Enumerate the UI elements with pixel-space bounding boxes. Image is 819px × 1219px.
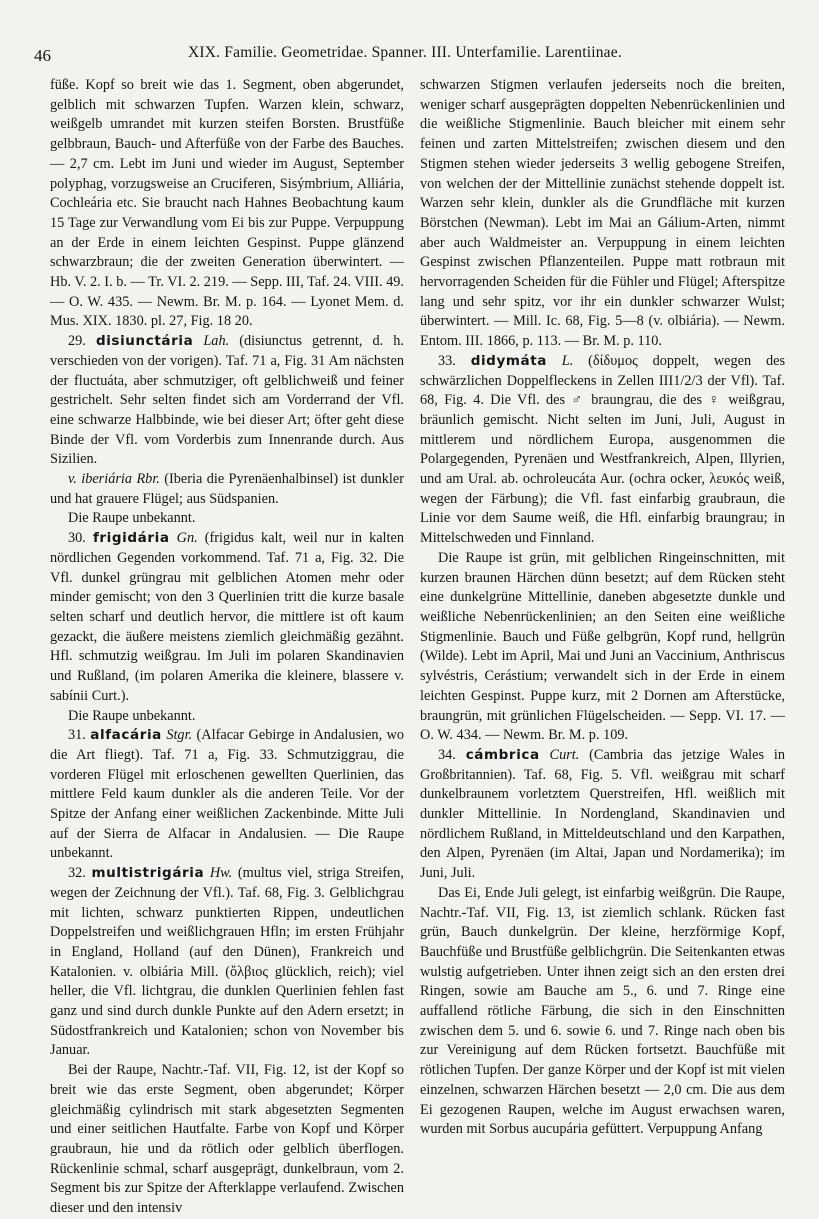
left-column — [50, 76, 404, 1219]
paragraph — [420, 76, 785, 352]
paragraph-text: Bei der Raupe, Nachtr.-Taf. VII, Fig. 12, ist der Kopf so breit wie das erste Segment, oben abgerundet; Körper gleichmäßig cylindrisch mit stark abgesetzten Segmenten und einer seitlichen Hautfalte. Farbe von Kopf und Körper graubraun, hie und da rötlich oder gelblich überflogen. Rückenlinie schmal, scharf ausgeprägt, dunkelbraun, vom 2. Segment bis zur Spitze der Afterklappe verlaufend. Zwischen dieser und den intensiv — [50, 1062, 404, 1217]
author-abbrev: Rbr. — [136, 471, 160, 488]
author-abbrev: Stgr. — [166, 727, 193, 744]
paragraph — [50, 509, 404, 529]
species-name: didymáta — [470, 352, 547, 369]
author-abbrev: Curt. — [549, 746, 580, 763]
paragraph — [420, 746, 785, 884]
paragraph — [50, 529, 404, 706]
species-name: frigidária — [92, 530, 170, 547]
paragraph-text: schwarzen Stigmen verlaufen jederseits noch die breiten, weniger scharf ausgeprägten doppelten Nebenrückenlinien und die weißliche Stigmenlinie. Bauch bleicher mit einem sehr feinen und zarten Mittelstreifen; zwischen diesem und den Stigmen stehen wieder jederseits 3 wellig gebogene Streifen, von welchen der der Mittellinie zunächst stehende doppelt ist. Warzen sehr klein, dunkler als die Grundfläche mit kurzen Börstchen (Newman). Lebt im Mai an Gálium-Arten, nimmt aber auch Waldmeister an. Verpuppung in einem leichten Gespinst zwischen Pflanzenteilen. Puppe matt rotbraun mit hervorragenden Scheiden für die Fühler und Flügel; Afterspitze lang und sehr spitz, vor ihr ein dunkler schwarzer Wulst; überwintert. — Mill. Ic. 68, Fig. 5—8 (v. olbiária). — Newm. Entom. III. 1866, p. 113. — Br. M. p. 110. — [420, 77, 785, 350]
species-name: disiunctária — [95, 333, 194, 350]
species-number: 31. — [68, 727, 91, 744]
running-head: XIX. Familie. Geometridae. Spanner. III. Unterfamilie. Larentiinae. — [188, 44, 622, 61]
author-abbrev: L. — [561, 352, 574, 369]
page-number: 46 — [34, 46, 51, 65]
entry-text: (frigidus kalt, weil nur in kalten nördlichen Gegenden vorkommend. Taf. 71 a, Fig. 32. Die Vfl. dunkel grüngrau mit gelblichen Atomen mehr oder minder gemischt; von den 3 Querlinien tritt die kurze basale selten scharf und deutlich hervor, die mittlere ist oft kaum gezackt, die äußere meistens ziemlich gleichmäßig gezähnt. Hfl. schmutzig weißgrau. Im Juli im polaren Skandinavien und Rußland, (im polaren Amerika die kleinere, blassere v. sabínii Curt.). — [50, 530, 404, 704]
paragraph — [50, 864, 404, 1061]
species-number: 34. — [438, 746, 466, 763]
paragraph — [50, 726, 404, 864]
paragraph — [420, 352, 785, 549]
paragraph — [420, 884, 785, 1140]
right-column — [420, 76, 785, 1140]
species-name: multistrigária — [91, 865, 205, 882]
paragraph-text: Die Raupe ist grün, mit gelblichen Ringeinschnitten, mit kurzen braunen Härchen dünn besetzt; auf dem Rücken steht eine dunkelgrüne Mittellinie, daneben abgesetzte dunkle und weißliche Nebenrückenlinien; an den Seiten eine weißliche Stigmenlinie. Bauch und Füße gelbgrün, Kopf rund, hellgrün (Wilde). Lebt im April, Mai und Juni an Vaccinium, Anthriscus sylvéstris, Cerástium; verwandelt sich in der Erde in einem leichten Gespinst. Puppe kurz, mit 2 Dornen am Afterstücke, braungrün, mit grünlichen Flügelscheiden. — Sepp. VI. 17. — O. W. 434. — Newm. Br. M. p. 109. — [420, 549, 785, 744]
species-number: 32. — [68, 865, 92, 882]
paragraph — [50, 707, 404, 727]
paragraph — [50, 76, 404, 332]
paragraph — [50, 470, 404, 509]
author-abbrev: Gn. — [176, 530, 198, 547]
species-name: cámbrica — [465, 746, 540, 763]
paragraph-text: Das Ei, Ende Juli gelegt, ist einfarbig weißgrün. Die Raupe, Nachtr.-Taf. VII, Fig. 13, ist ziemlich schlank. Rücken fast grün, Bauch dunkelgrün. Der kleine, herzförmige Kopf, Bauchfüße und Brustfüße gelblichgrün. Die Seitenkanten etwas wulstig aufgetrieben. Unter ihnen zeigt sich an den ersten drei Ringen, sowie am Bauche am 5., 6. und 7. Ringe eine auffallend rötliche Färbung, die sich in den Einschnitten zwischen dem 5. und 6. sowie 6. und 7. Ringe nach oben bis zur Vereinigung auf dem Rücken fortsetzt. Bauchfüße mit rötlichen Tupfen. Der ganze Körper und der Kopf ist mit vielen einzelnen, schwarzen Härchen besetzt — 2,0 cm. Die aus dem Ei gezogenen Raupen, welche im August erwachsen waren, wurden mit Sorbus aucupária gefüttert. Verpuppung Anfang — [420, 884, 785, 1138]
species-number: 30. — [68, 530, 93, 547]
entry-text: (Cambria das jetzige Wales in Großbritannien). Taf. 68, Fig. 5. Vfl. weißgrau mit scharf dunkelbraunem vorletztem Querstreifen, Hfl. weißlich mit dunkler Mittellinie. In Nordengland, Skandinavien und nördlichem Rußland, in Mitteldeutschland und den Karpathen, den Alpen, Pyrenäen (im Altai, Japan und Nordamerika); im Juni, Juli. — [420, 746, 785, 882]
entry-text: (δίδυμος doppelt, wegen des schwärzlichen Doppelfleckens in Zellen III1/2/3 der Vfl). Taf. 68, Fig. 4. Die Vfl. des ♂ braungrau, die des ♀ weißgrau, bräunlich gemischt. Nicht selten im Juni, Juli, August in mittlerem und nördlichem Europa, ausgenommen die Polargegenden, Pyrenäen und Westfrankreich, Alpen, Illyrien, und am Ural. ab. ochroleucáta Aur. (ochra ocker, λευκός weiß, wegen der Färbung); die Vfl. fast einfarbig graubraun, die Linie vor dem Saume weiß, die Hfl. einfarbig braungrau; in Mittelschweden und Finnland. — [420, 352, 786, 547]
entry-text: (multus viel, striga Streifen, wegen der Zeichnung der Vfl.). Taf. 68, Fig. 3. Gelblichgrau mit lichten, schwarz punktierten Rippen, undeutlichen Doppelstreifen und weißlichgrauen Hfln; im ersten Frühjahr in England, Holland (auf den Dünen), Frankreich und Katalonien. v. olbiária Mill. (ὄλβιος glücklich, reich); viel heller, die Vfl. lichtgrau, die dunklen Querlinien fehlen fast ganz und sind durch dunkle Punkte auf den Adern ersetzt; in Südostfrankreich und Katalonien; schon von November bis Januar. — [50, 865, 405, 1059]
variety-name: v. iberiária — [68, 471, 133, 488]
paragraph — [50, 332, 404, 470]
author-abbrev: Lah. — [203, 333, 230, 350]
species-name: alfacária — [90, 727, 162, 744]
entry-text: (disiunctus getrennt, d. h. verschieden von der vorigen). Taf. 71 a, Fig. 31 Am nächsten der fluctuáta, aber schmutziger, oft gelblichweiß und feiner gestrichelt. Sehr selten findet sich am Vorderrand der Vfl. eine schwarze Halbbinde, wie bei dieser Art; öfter geht diese Binde der Vfl. vom Vorderbis zum Innenrande durch. Aus Sizilien. — [50, 333, 405, 468]
paragraph — [50, 1061, 404, 1219]
author-abbrev: Hw. — [209, 865, 233, 882]
paragraph — [420, 549, 785, 746]
entry-text: (Iberia die Pyrenäenhalbinsel) ist dunkler und hat grauere Flügel; aus Südspanien. — [50, 471, 405, 507]
paragraph-text: Die Raupe unbekannt. — [68, 707, 196, 724]
species-number: 29. — [68, 333, 96, 350]
paragraph-text: füße. Kopf so breit wie das 1. Segment, oben abgerundet, gelblich mit schwarzen Tupfen. Warzen klein, schwarz, weißgelb umrandet mit kurzen steifen Borsten. Brustfüße gelbbraun, Bauch- und Afterfüße von der Farbe des Bauches. — 2,7 cm. Lebt im Juni und wieder im August, September polyphag, vorzugsweise an Cruciferen, Sisýmbrium, Alliária, Cochleária etc. Sie braucht nach Hahnes Beobachtung kaum 15 Tage zur Verwandlung vom Ei bis zur Puppe. Verpuppung an der Erde in einem leichten Gespinst. Puppe glänzend schwarzbraun; die der zweiten Generation überwintert. — Hb. V. 2. I. b. — Tr. VI. 2. 219. — Sepp. III, Taf. 24. VIII. 49. — O. W. 435. — Newm. Br. M. p. 164. — Lyonet Mem. d. Mus. XIX. 1830. pl. 27, Fig. 18 20. — [50, 77, 404, 330]
paragraph-text: Die Raupe unbekannt. — [68, 510, 196, 527]
species-number: 33. — [438, 352, 471, 369]
entry-text: (Alfacar Gebirge in Andalusien, wo die Art fliegt). Taf. 71 a, Fig. 33. Schmutziggrau, die vorderen Flügel mit erloschenen gewellten Querlinien, das mittlere Feld kaum dunkler als die anderen Teile. Vor der Spitze der Anfang einer weißlichen Zackenbinde. Mitte Juli auf der Sierra de Alfacar in Andalusien. — Die Raupe unbekannt. — [50, 727, 405, 862]
